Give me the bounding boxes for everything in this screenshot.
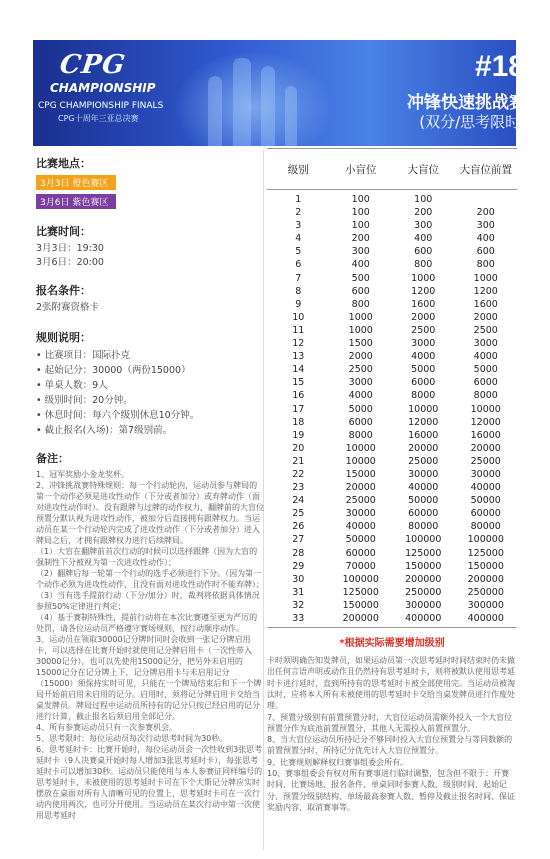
- level-cell: 8: [295, 285, 302, 297]
- ante-cell: 600: [476, 246, 495, 258]
- big-blind-cell: 2000: [411, 311, 436, 323]
- ante-cell: 6000: [473, 377, 498, 389]
- note-item: （1）大盲在翻牌前首次行动的时候可以选择跟牌（因为大盲的强制性下分被视为第一次进攻性动作）；: [36, 547, 258, 567]
- small-blind-cell: 10000: [345, 442, 376, 454]
- ante-cell: 400: [476, 233, 495, 245]
- entry-text: 2张附赛资格卡: [36, 302, 100, 313]
- small-blind-cell: 1000: [348, 311, 373, 323]
- header-small-blind: 小盲位: [345, 163, 377, 176]
- level-cell: 32: [292, 599, 305, 611]
- entry-title: 报名条件：: [36, 284, 91, 297]
- event-mode: (双分/思考限时): [419, 113, 526, 131]
- finals-chinese-subtitle: CPG十周年三亚总决赛: [58, 114, 139, 123]
- big-blind-cell: 80000: [408, 521, 439, 533]
- small-blind-cell: 50000: [345, 534, 376, 546]
- header-big-blind-ante: 大盲位前置: [459, 163, 512, 176]
- table-row: [267, 520, 517, 533]
- small-blind-cell: 60000: [345, 547, 376, 559]
- big-blind-cell: 100000: [405, 534, 442, 546]
- blind-structure-column: [267, 148, 517, 813]
- table-row: [267, 586, 517, 599]
- note-item: 6、思考延时卡：比赛开始时，每位运动员会一次性收到3张思考延时卡（9人决赛桌开始时每人增加3张思考延时卡），每张思考延时卡可以增加30秒。运动员只能使用与本人参赛证同样编号的思考延时卡，未被使用的思考延时卡可在下个大斯记分牌应实时摆放在桌面对所有人清晰可见的位置上，思考延时卡可在一次行动内使用两次，也可分开使用。当运动员在某次行动中第一次使用思考延时: [36, 745, 263, 820]
- small-blind-cell: 2000: [348, 351, 373, 363]
- big-blind-cell: 150000: [405, 560, 442, 572]
- small-blind-cell: 1000: [348, 324, 373, 336]
- ante-cell: 3000: [473, 338, 498, 350]
- big-blind-cell: 16000: [408, 429, 439, 441]
- level-cell: 18: [292, 416, 305, 428]
- level-cell: 3: [295, 220, 302, 232]
- small-blind-cell: 20000: [345, 482, 376, 494]
- table-row: [267, 285, 517, 298]
- level-cell: 9: [295, 298, 302, 310]
- note-item: 8、当大盲位运动员所持记分不够同时投入大盲位预置分与等同数额的前置预置分时，所持记分优先计入大盲位预置分。: [267, 735, 513, 756]
- big-blind-cell: 40000: [408, 482, 439, 494]
- level-cell: 14: [292, 364, 305, 376]
- small-blind-cell: 70000: [345, 560, 376, 572]
- level-cell: 2: [295, 207, 302, 219]
- big-blind-cell: 1600: [411, 298, 436, 310]
- championship-logo-text: CHAMPIONSHIP: [50, 81, 156, 95]
- level-cell: 25: [292, 508, 305, 520]
- ante-cell: 4000: [473, 351, 498, 363]
- big-blind-cell: 25000: [408, 455, 439, 467]
- table-row: [267, 337, 517, 350]
- table-row: [267, 298, 517, 311]
- level-cell: 22: [292, 468, 305, 480]
- note-item: 10、赛事组委会有权对所有赛事进行临时调整，包含但不限于：开赛时间、比赛场地、报名条件、单桌同时参赛人数、级别时间、起始记分、预置分级别结构、单场最高参赛人数、暂停及截止报名时间、保证奖励内容、取消赛事等。: [267, 769, 515, 812]
- ante-cell: 250000: [467, 586, 504, 598]
- small-blind-cell: 100: [351, 207, 370, 219]
- level-cell: 17: [292, 403, 305, 415]
- table-row: [267, 442, 517, 455]
- small-blind-cell: 600: [351, 285, 370, 297]
- rule-item: • 起始记分：30000（两份15000）: [36, 365, 191, 376]
- level-cell: 1: [295, 194, 302, 205]
- ante-cell: [455, 193, 518, 206]
- level-cell: 13: [292, 351, 305, 363]
- table-row: [267, 232, 517, 245]
- ante-cell: 80000: [470, 521, 501, 533]
- table-row: [267, 219, 517, 232]
- big-blind-cell: 4000: [411, 351, 436, 363]
- table-row: [267, 494, 517, 507]
- big-blind-cell: 250000: [405, 586, 442, 598]
- blind-table-body: [267, 193, 517, 625]
- small-blind-cell: 1500: [348, 338, 373, 350]
- table-row: [267, 258, 517, 271]
- ante-cell: 50000: [470, 495, 501, 507]
- big-blind-cell: 8000: [411, 390, 436, 402]
- header-level: 级别: [287, 163, 309, 176]
- ante-cell: 2500: [473, 324, 498, 336]
- venue-title: 比赛地点：: [36, 157, 91, 170]
- level-cell: 20: [292, 442, 305, 454]
- table-bottom-rule: [267, 627, 517, 628]
- ante-cell: 1200: [473, 285, 498, 297]
- ante-cell: 40000: [470, 482, 501, 494]
- ante-cell: 100000: [467, 534, 504, 546]
- ante-cell: 400000: [467, 613, 504, 624]
- blind-level-note: *根据实际需要增加级别: [339, 638, 445, 650]
- banner-tower-graphic: [285, 86, 297, 146]
- rules-title: 规则说明：: [36, 331, 91, 344]
- level-cell: 5: [295, 246, 302, 258]
- ante-cell: 2000: [473, 311, 498, 323]
- level-cell: 31: [292, 586, 305, 598]
- level-cell: 16: [292, 390, 305, 402]
- notes-title: 备注：: [36, 452, 69, 465]
- table-row: [267, 193, 517, 206]
- venue-tag-orange: 3月3日 橙色赛区: [36, 175, 116, 190]
- ante-cell: 1600: [473, 298, 498, 310]
- table-row: [267, 547, 517, 560]
- banner-glow: [173, 50, 333, 146]
- header-big-blind: 大盲位: [407, 163, 439, 176]
- level-cell: 33: [292, 613, 305, 624]
- table-row: [267, 481, 517, 494]
- table-row: [267, 560, 517, 573]
- big-blind-cell: 3000: [411, 338, 436, 350]
- note-item: 3、运动员在领取30000记分牌时同时会收到一张记分牌启用卡，可以选择在比赛开始时就使用记分牌启用卡（一次性带入30000记分），也可以先使用15000记分，把另外未启用的15000记分在记分牌上下，记分牌启用卡与未启用记分（15000）须保持实时可见，只能在一个牌局结束后和下一个牌局开始前启用未启用的记分。启用时，须将记分牌启用卡交给当桌发牌员。牌局过程中运动员所持有的记分只按已经启用的记分进行计算，截止报名后须启用全部记分。: [36, 635, 262, 721]
- time-title: 比赛时间：: [36, 225, 91, 238]
- cpg-logo: CPG: [57, 50, 128, 80]
- small-blind-cell: 800: [351, 298, 370, 310]
- table-row: [267, 455, 517, 468]
- small-blind-cell: 40000: [345, 521, 376, 533]
- small-blind-cell: 6000: [348, 416, 373, 428]
- big-blind-cell: 300000: [405, 599, 442, 611]
- big-blind-cell: 60000: [408, 508, 439, 520]
- rule-item: • 单桌人数：9人: [36, 380, 108, 391]
- banner-tower-graphic: [233, 58, 251, 146]
- big-blind-cell: 300: [414, 220, 433, 232]
- finals-subtitle: CPG CHAMPIONSHIP FINALS: [38, 101, 164, 111]
- time-line: 3月3日：19:30: [36, 243, 104, 254]
- table-row: [267, 389, 517, 402]
- table-row: [267, 429, 517, 442]
- table-row: [267, 468, 517, 481]
- time-line: 3月6日：20:00: [36, 257, 104, 268]
- rule-item: • 比赛项目：国际扑克: [36, 350, 131, 361]
- big-blind-cell: 400000: [405, 613, 442, 624]
- small-blind-cell: 2500: [348, 364, 373, 376]
- ante-cell: 300: [476, 220, 495, 232]
- table-row: [267, 416, 517, 429]
- small-blind-cell: 15000: [345, 468, 376, 480]
- big-blind-cell: 2500: [411, 324, 436, 336]
- small-blind-cell: 200000: [342, 613, 379, 624]
- notes-list: [36, 469, 264, 821]
- small-blind-cell: 100: [351, 220, 370, 232]
- level-cell: 26: [292, 521, 305, 533]
- small-blind-cell: 150000: [342, 599, 379, 611]
- level-cell: 15: [292, 377, 305, 389]
- rule-item: • 级别时间：20分钟。: [36, 395, 133, 406]
- big-blind-cell: 400: [414, 233, 433, 245]
- big-blind-cell: 50000: [408, 495, 439, 507]
- ante-cell: 300000: [467, 599, 504, 611]
- table-row: [267, 533, 517, 546]
- note-item: （2）翻牌后每一轮第一个行动的选手必须进行下分。（因为第一个动作必须为进攻性动作，且没有面对进攻性动作时不能弃牌）；: [36, 569, 264, 589]
- small-blind-cell: 5000: [348, 403, 373, 415]
- note-item: 9、比赛规则解释权归赛事组委会所有。: [267, 757, 409, 767]
- table-row: [267, 612, 517, 625]
- rule-item: • 休息时间：每六个级别休息10分钟。: [36, 410, 200, 421]
- level-cell: 21: [292, 455, 305, 467]
- right-notes-list: [267, 655, 517, 813]
- ante-cell: 1000: [473, 272, 498, 284]
- small-blind-cell: 30000: [345, 508, 376, 520]
- ante-cell: 25000: [470, 455, 501, 467]
- small-blind-cell: 100000: [342, 573, 379, 585]
- small-blind-cell: 4000: [348, 390, 373, 402]
- small-blind-cell: 500: [351, 272, 370, 284]
- venue-tag-purple: 3月6日 紫色赛区: [36, 194, 116, 209]
- banner-tower-graphic: [261, 66, 275, 146]
- note-item: 卡时须明确告知发牌员，如果运动员第一次思考延时时间结束时仍未做出任何言语声明或动作且仍然持有思考延时卡，则将被默认使用思考延时卡进行延时，直到所持有的思考延时卡被全部使用完。当运动员被淘汰时，应将本人所有未被使用的思考延时卡交给当桌发牌员进行作废处理。: [267, 656, 515, 711]
- big-blind-cell: 800: [414, 259, 433, 271]
- small-blind-cell: 3000: [348, 377, 373, 389]
- big-blind-cell: 600: [414, 246, 433, 258]
- big-blind-cell: 20000: [408, 442, 439, 454]
- level-cell: 4: [295, 233, 302, 245]
- note-item: 4、所有参赛运动员只有一次参赛机会。: [36, 723, 178, 732]
- big-blind-cell: 125000: [405, 547, 442, 559]
- ante-cell: 200000: [467, 573, 504, 585]
- table-row: [267, 599, 517, 612]
- table-row: [267, 507, 517, 520]
- ante-cell: 16000: [470, 429, 501, 441]
- level-cell: 12: [292, 338, 305, 350]
- table-row: [267, 206, 517, 219]
- level-cell: 24: [292, 495, 305, 507]
- level-cell: 23: [292, 482, 305, 494]
- event-info-column: [36, 155, 264, 821]
- small-blind-cell: 10000: [345, 455, 376, 467]
- level-cell: 27: [292, 534, 305, 546]
- note-item: 2、冲锋挑战赛特殊规则：每一个行动轮内，运动员参与牌局的第一个动作必须是进攻性动作（下分或者加分）或弃牌动作（面对进攻性动作时）。没有跟牌与过牌的动作权力，翻牌前的大盲位预置分默认视为进攻性动作，被加分后直接拥有跟牌权力。当运动员在某一个行动轮内完成了进攻性动作（下分或者加分）进入牌局之后，才拥有跟牌权力进行后续牌局。: [36, 481, 264, 545]
- ante-cell: 20000: [470, 442, 501, 454]
- table-row: [267, 245, 517, 258]
- table-row: [267, 376, 517, 389]
- small-blind-cell: 200: [351, 233, 370, 245]
- ante-cell: 30000: [470, 468, 501, 480]
- table-row: [267, 272, 517, 285]
- note-item: （4）基于赛制特殊性，提前行动将在本次比赛遵至更为严厉的处罚，请各位运动员严格遵守赛场规则，按行动顺序动作。: [36, 613, 258, 633]
- ante-cell: 125000: [467, 547, 504, 559]
- table-row: [267, 573, 517, 586]
- big-blind-cell: 1200: [411, 285, 436, 297]
- big-blind-cell: 100: [414, 194, 433, 205]
- level-cell: 28: [292, 547, 305, 559]
- level-cell: 19: [292, 429, 305, 441]
- event-number: #18: [474, 50, 525, 83]
- ante-cell: 800: [476, 259, 495, 271]
- big-blind-cell: 1000: [411, 272, 436, 284]
- small-blind-cell: 25000: [345, 495, 376, 507]
- table-row: [267, 311, 517, 324]
- big-blind-cell: 30000: [408, 468, 439, 480]
- blind-table-header: [267, 149, 517, 189]
- level-cell: 6: [295, 259, 302, 271]
- level-cell: 7: [295, 272, 302, 284]
- big-blind-cell: 5000: [411, 364, 436, 376]
- ante-cell: 5000: [473, 364, 498, 376]
- small-blind-cell: 8000: [348, 429, 373, 441]
- level-cell: 11: [292, 324, 305, 336]
- big-blind-cell: 200000: [405, 573, 442, 585]
- level-cell: 30: [292, 573, 305, 585]
- table-row: [267, 403, 517, 416]
- big-blind-cell: 200: [414, 207, 433, 219]
- event-name: 冲锋快速挑战赛: [407, 93, 526, 113]
- rule-item: • 截止报名(入场)：第7级别前。: [36, 425, 173, 436]
- big-blind-cell: 12000: [408, 416, 439, 428]
- ante-cell: 200: [476, 207, 495, 219]
- ante-cell: 8000: [473, 390, 498, 402]
- small-blind-cell: 300: [351, 246, 370, 258]
- table-row: [267, 350, 517, 363]
- note-item: 7、预置分级别有前置预置分时，大盲位运动员需额外投入一个大盲位预置分作为底池前置预置分，其他人无需投入前置预置分。: [267, 712, 513, 733]
- note-item: （3）当有选手提前行动（下分/加分）时，裁判将依据具体情况参照50%定律进行判定；: [36, 591, 260, 611]
- small-blind-cell: 100: [351, 194, 370, 205]
- ante-cell: 12000: [470, 416, 501, 428]
- small-blind-cell: 125000: [342, 586, 379, 598]
- ante-cell: 60000: [470, 508, 501, 520]
- note-item: 1、冠军奖励小金龙奖杯。: [36, 470, 130, 479]
- ante-cell: 150000: [467, 560, 504, 572]
- table-row: [267, 363, 517, 376]
- table-row: [267, 324, 517, 337]
- note-item: 5、思考限时：每位运动员每次行动思考时间为30秒。: [36, 734, 228, 743]
- small-blind-cell: 400: [351, 259, 370, 271]
- ante-cell: 10000: [470, 403, 501, 415]
- table-header-rule: [267, 189, 517, 190]
- banner-tower-graphic: [208, 76, 222, 146]
- big-blind-cell: 10000: [408, 403, 439, 415]
- level-cell: 10: [292, 311, 305, 323]
- level-cell: 29: [292, 560, 305, 572]
- big-blind-cell: 6000: [411, 377, 436, 389]
